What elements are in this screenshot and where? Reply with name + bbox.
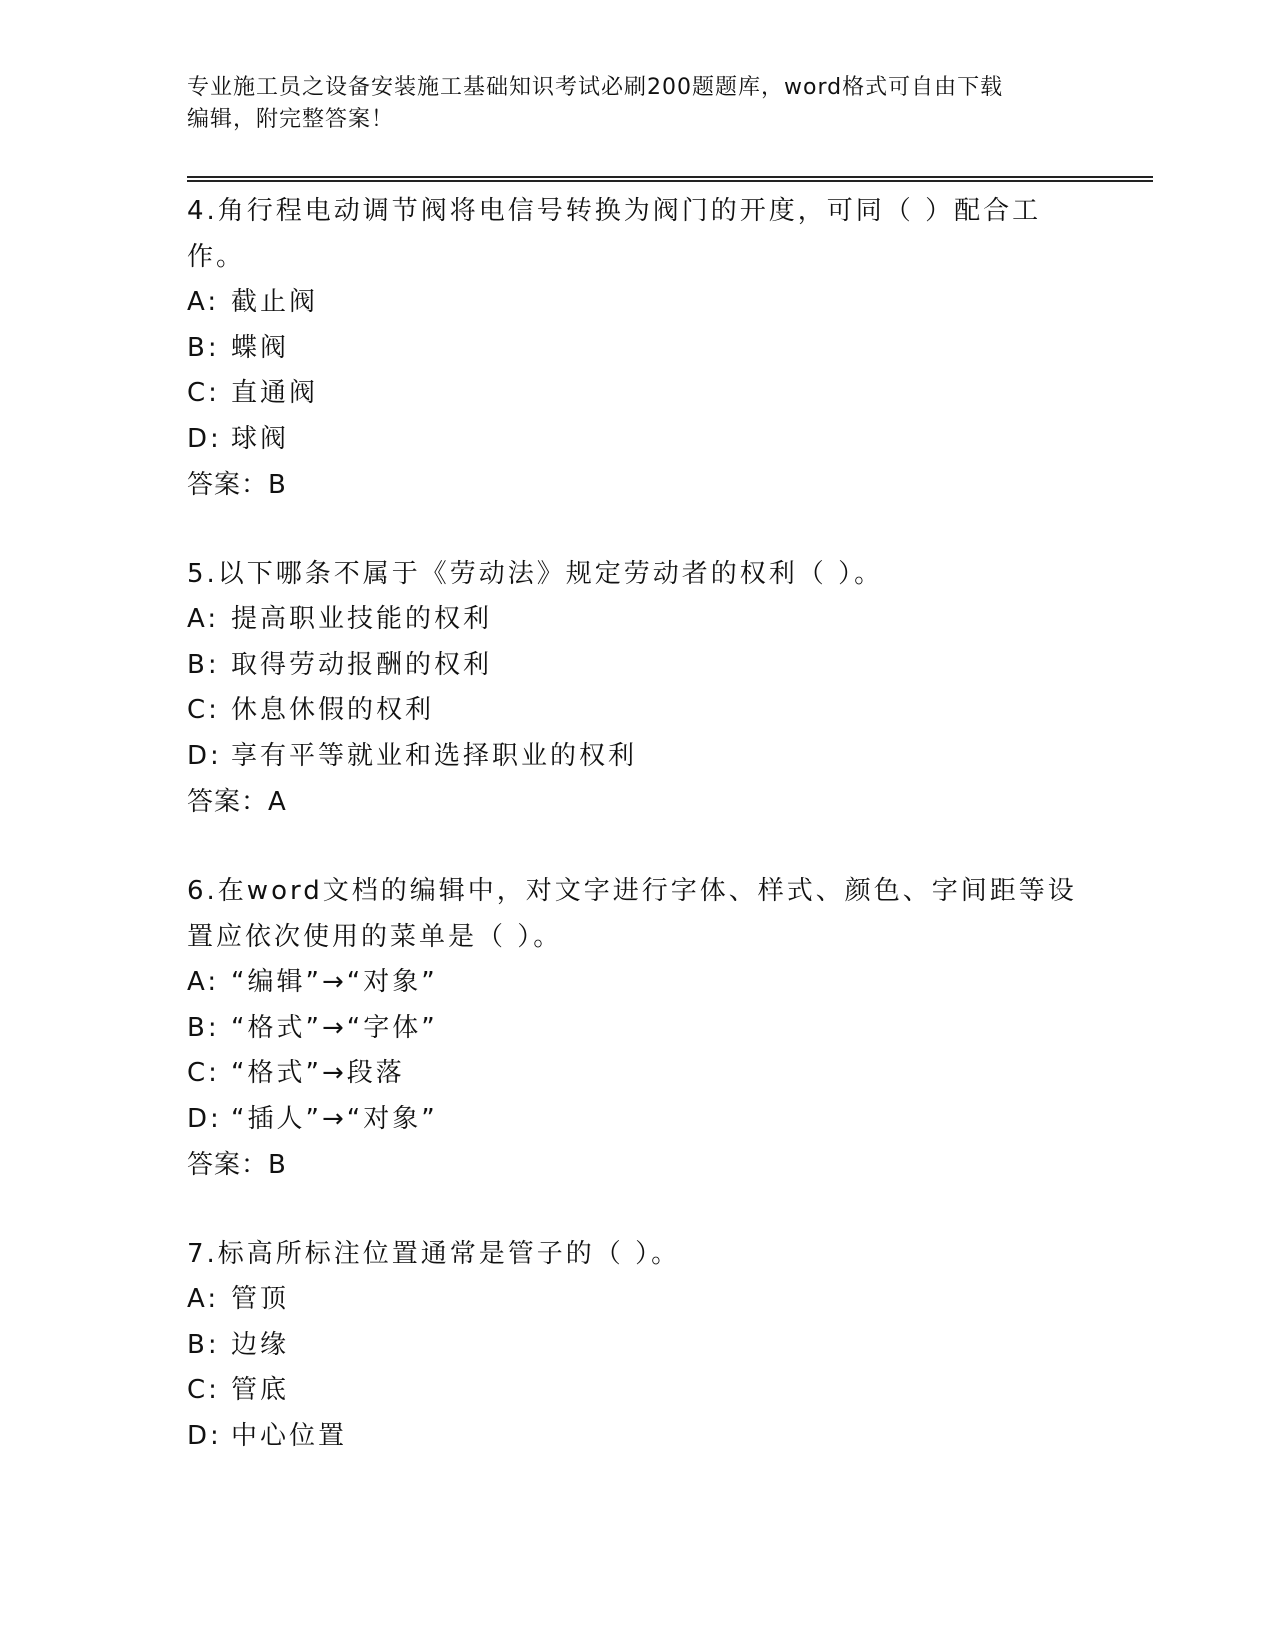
option-text: 球阀 — [231, 423, 290, 454]
option-text: “编辑”→“对象” — [231, 967, 438, 997]
option-text: 休息休假的权利 — [231, 695, 435, 725]
option-a — [187, 1277, 1087, 1323]
option-b — [187, 1006, 1087, 1052]
option-letter: B: — [187, 1329, 220, 1360]
option-letter: C: — [187, 695, 220, 725]
option-text: 直通阀 — [231, 378, 319, 408]
question-7 — [187, 1231, 1087, 1459]
option-a — [187, 280, 1087, 326]
question-text: 6.在word文档的编辑中，对文字进行字体、样式、颜色、字间距等设置应依次使用的菜单是（ ）。 — [187, 876, 1077, 952]
option-letter: B: — [187, 332, 220, 363]
document-header — [187, 72, 1087, 136]
answer-line: 答案：B — [187, 1150, 287, 1180]
option-text: 截止阀 — [231, 287, 319, 317]
option-a — [187, 960, 1087, 1006]
option-c — [187, 688, 1087, 734]
option-text: “格式”→“字体” — [231, 1012, 438, 1043]
option-d — [187, 417, 1087, 463]
option-letter: A: — [187, 604, 220, 634]
option-letter: A: — [187, 287, 220, 317]
option-letter: B: — [187, 1012, 220, 1043]
option-text: “插人”→“对象” — [231, 1103, 438, 1134]
option-d — [187, 1414, 1087, 1460]
question-4 — [187, 188, 1087, 508]
option-letter: A: — [187, 1284, 220, 1314]
header-title-line-1: 专业施工员之设备安装施工基础知识考试必刷200题题库，word格式可自由下载 — [187, 75, 1004, 100]
header-title-line-2: 编辑，附完整答案！ — [187, 107, 395, 132]
option-letter: B: — [187, 649, 220, 680]
answer-line: 答案：A — [187, 787, 287, 817]
option-c — [187, 1368, 1087, 1414]
question-text: 7.标高所标注位置通常是管子的（ ）。 — [187, 1239, 681, 1269]
question-list — [187, 188, 1087, 1459]
option-letter: A: — [187, 967, 220, 997]
option-b — [187, 326, 1087, 372]
option-d — [187, 1097, 1087, 1143]
question-text: 5.以下哪条不属于《劳动法》规定劳动者的权利（ ）。 — [187, 559, 884, 589]
question-spacer — [187, 825, 1087, 868]
question-spacer — [187, 1188, 1087, 1231]
option-letter: D: — [187, 423, 222, 454]
option-text: 取得劳动报酬的权利 — [231, 649, 493, 680]
option-text: “格式”→段落 — [231, 1058, 405, 1088]
question-6 — [187, 868, 1087, 1188]
option-b — [187, 643, 1087, 689]
option-letter: C: — [187, 378, 220, 408]
option-text: 边缘 — [231, 1329, 290, 1360]
question-spacer — [187, 508, 1087, 551]
option-text: 蝶阀 — [231, 332, 290, 363]
option-text: 管顶 — [231, 1284, 290, 1314]
option-letter: D: — [187, 1420, 222, 1451]
question-text: 4.角行程电动调节阀将电信号转换为阀门的开度，可同（ ）配合工作。 — [187, 196, 1042, 272]
option-text: 提高职业技能的权利 — [231, 604, 493, 634]
option-c — [187, 371, 1087, 417]
option-text: 享有平等就业和选择职业的权利 — [231, 740, 638, 771]
option-text: 中心位置 — [231, 1420, 348, 1451]
option-d — [187, 734, 1087, 780]
option-letter: C: — [187, 1058, 220, 1088]
answer-line: 答案：B — [187, 470, 287, 500]
option-a — [187, 597, 1087, 643]
question-5 — [187, 551, 1087, 825]
option-letter: D: — [187, 740, 222, 771]
option-b — [187, 1323, 1087, 1369]
option-c — [187, 1051, 1087, 1097]
option-letter: D: — [187, 1103, 222, 1134]
header-double-rule — [187, 176, 1153, 182]
option-letter: C: — [187, 1375, 220, 1405]
option-text: 管底 — [231, 1375, 290, 1405]
